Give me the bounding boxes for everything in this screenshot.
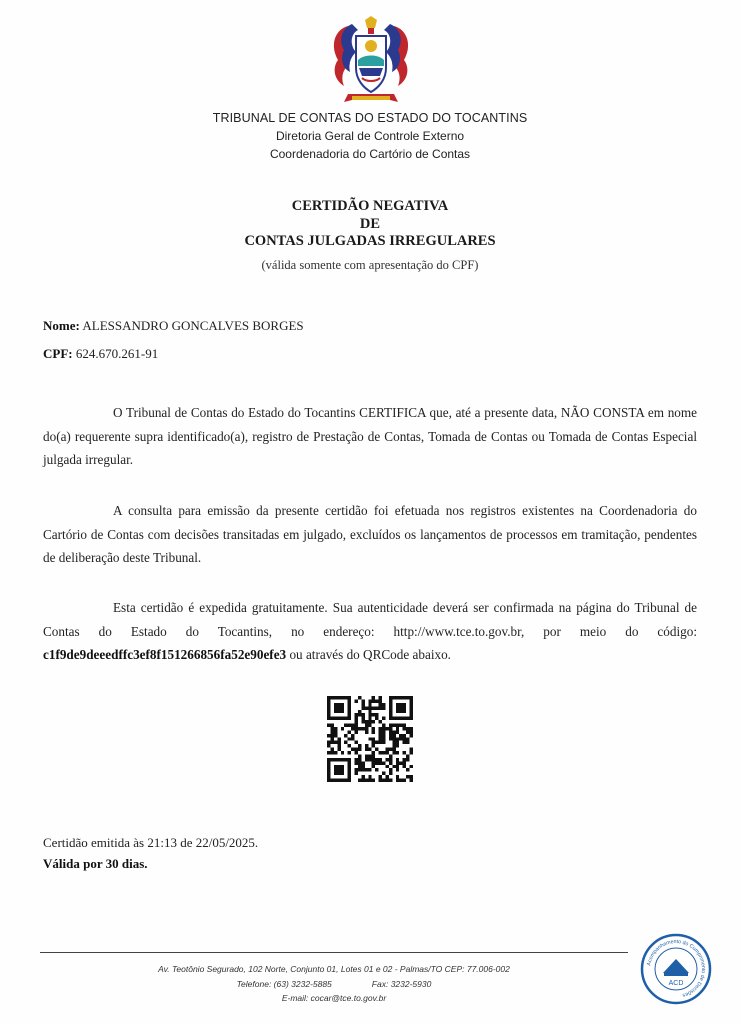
footer-fax: Fax: 3232-5930 xyxy=(371,979,432,989)
footer-divider xyxy=(40,952,628,953)
validity-period: Válida por 30 dias. xyxy=(43,856,148,871)
paragraph-authenticity xyxy=(43,596,697,667)
authenticity-text-end: ou através do QRCode abaixo. xyxy=(286,647,451,662)
cpf-value: 624.670.261-91 xyxy=(75,346,159,361)
document-title-line2: DE xyxy=(359,216,381,232)
coordination-name: Coordenadoria do Cartório de Contas xyxy=(269,147,471,161)
authenticity-text: Esta certidão é expedida gratuitamente. Sua autenticidade deverá ser confirmada na página do Tribunal de Contas do Estado do Tocantins, no endereço: http://www.tce.to.gov.br, por meio do código: xyxy=(43,600,697,639)
acd-seal-icon xyxy=(640,933,712,1005)
name-value: ALESSANDRO GONCALVES BORGES xyxy=(82,318,304,333)
name-label: Nome: xyxy=(43,318,80,333)
footer-email: E-mail: cocar@tce.to.gov.br xyxy=(281,993,387,1003)
directorate-name: Diretoria Geral de Controle Externo xyxy=(275,129,465,143)
footer-phone: Telefone: (63) 3232-5885 xyxy=(236,979,332,989)
verification-code: c1f9de9deeedffc3ef8f151266856fa52e90efe3 xyxy=(43,647,287,662)
seal-ring-text: Acompanhamento do Cumprimento de Decisões xyxy=(646,938,707,999)
cpf-label: CPF: xyxy=(43,346,73,361)
footer-address: Av. Teotônio Segurado, 102 Norte, Conjunto 01, Lotes 01 e 02 - Palmas/TO CEP: 77.006-002 xyxy=(158,964,510,974)
qr-code-icon[interactable] xyxy=(327,696,413,782)
seal-abbreviation: ACD xyxy=(668,980,684,987)
document-title-line1: CERTIDÃO NEGATIVA xyxy=(291,198,449,214)
org-name: TRIBUNAL DE CONTAS DO ESTADO DO TOCANTINS xyxy=(212,111,528,125)
title-note: (válida somente com apresentação do CPF) xyxy=(261,258,479,272)
paragraph-consultation: A consulta para emissão da presente certidão foi efetuada nos registros existentes na Coordenadoria do Cartório de Contas com decisões transitadas em julgado, excluídos os lançamentos de processos em tramitação, pendentes de deliberação deste Tribunal. xyxy=(43,503,697,565)
coat-of-arms-icon xyxy=(328,16,414,108)
paragraph-certification: O Tribunal de Contas do Estado do Tocantins CERTIFICA que, até a presente data, NÃO CONSTA em nome do(a) requerente supra identificado(a), registro de Prestação de Contas, Tomada de Contas ou Tomada de Contas Especial julgada irregular. xyxy=(43,405,697,467)
cpf-field xyxy=(43,346,158,362)
document-title-line3: CONTAS JULGADAS IRREGULARES xyxy=(244,233,496,249)
footer-contact xyxy=(40,979,628,989)
issued-datetime: Certidão emitida às 21:13 de 22/05/2025. xyxy=(43,835,259,850)
name-field xyxy=(43,318,304,334)
